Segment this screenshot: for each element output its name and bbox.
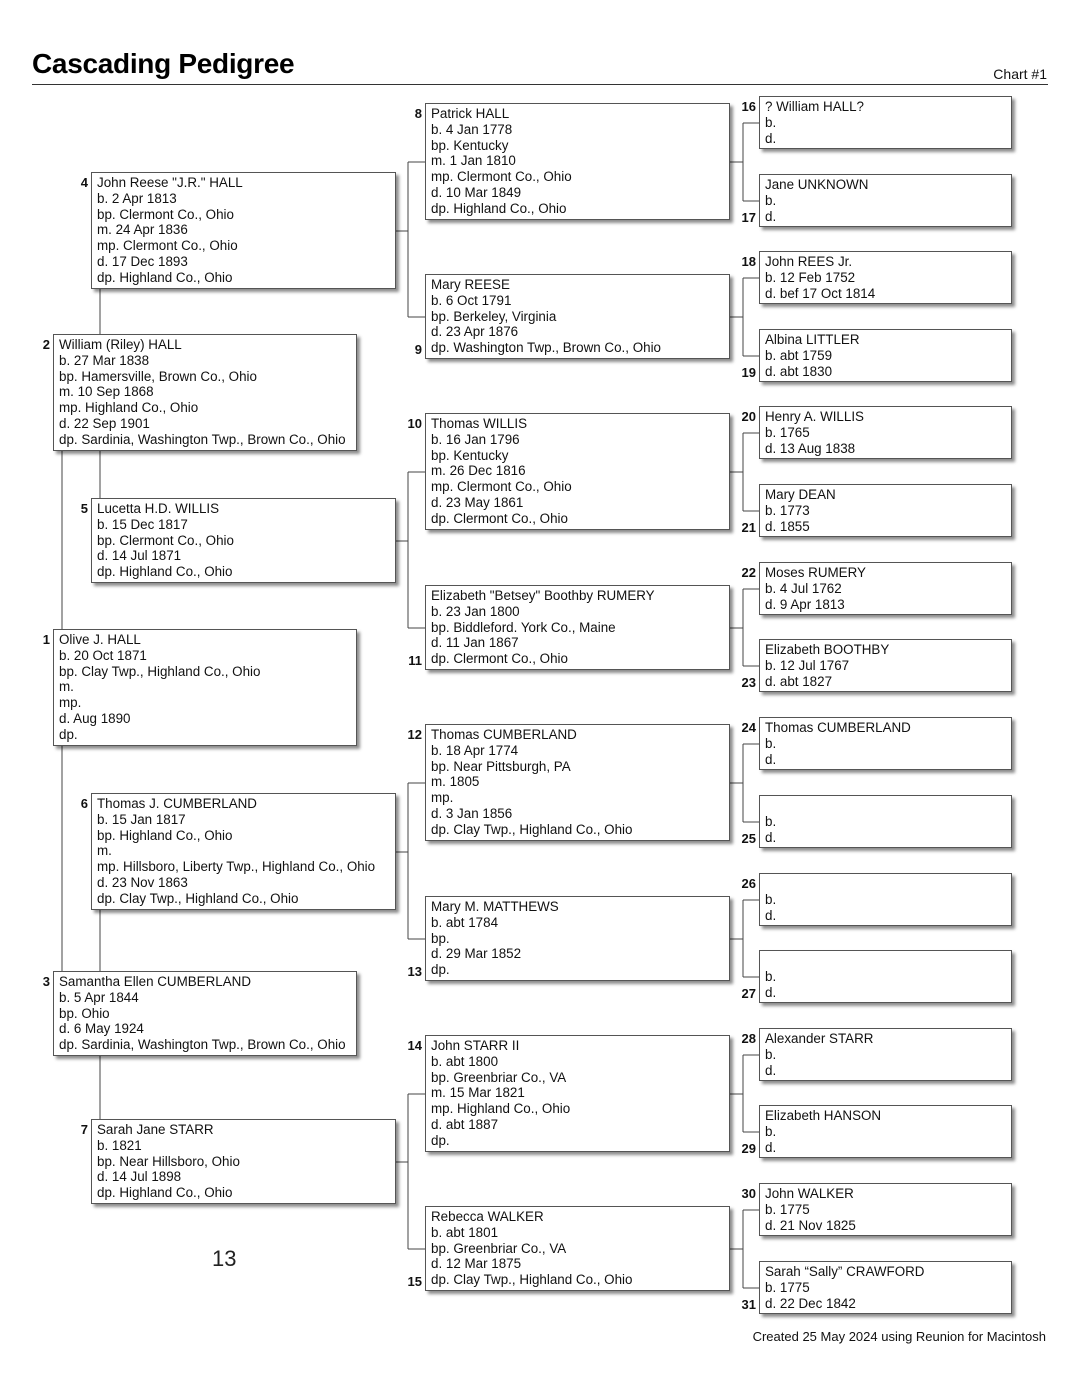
person-name bbox=[765, 876, 1005, 892]
person-fact: d. 23 May 1861 bbox=[431, 494, 524, 510]
person-name: Sarah Jane STARR bbox=[97, 1122, 214, 1137]
person-fact: dp. Sardinia, Washington Twp., Brown Co., Ohio bbox=[59, 1037, 346, 1053]
person-fact: b. 1765 bbox=[765, 424, 810, 440]
person-fact: d. bbox=[765, 208, 777, 224]
person-fact: m. 10 Sep 1868 bbox=[59, 384, 154, 400]
person-name: Mary REESE bbox=[431, 277, 510, 292]
person-box-1[interactable] bbox=[53, 629, 357, 746]
person-fact: b. 18 Apr 1774 bbox=[431, 742, 519, 758]
person-name: Patrick HALL bbox=[431, 106, 510, 121]
person-name: Thomas WILLIS bbox=[431, 416, 527, 431]
person-box-30[interactable] bbox=[759, 1183, 1012, 1236]
ahnentafel-number: 6 bbox=[80, 796, 88, 811]
person-box-19[interactable] bbox=[759, 329, 1012, 382]
person-fact: d. 23 Nov 1863 bbox=[97, 874, 188, 890]
person-name: John REES Jr. bbox=[765, 254, 853, 269]
person-name: Jane UNKNOWN bbox=[765, 177, 869, 192]
person-fact: bp. Greenbriar Co., VA bbox=[431, 1240, 567, 1256]
person-name: Elizabeth "Betsey" Boothby RUMERY bbox=[431, 588, 655, 603]
person-name: Sarah “Sally” CRAWFORD bbox=[765, 1264, 925, 1279]
person-fact: dp. Washington Twp., Brown Co., Ohio bbox=[431, 340, 661, 356]
person-box-23[interactable] bbox=[759, 639, 1012, 692]
person-fact: d. bbox=[765, 751, 777, 767]
person-fact: d. 13 Aug 1838 bbox=[765, 440, 856, 456]
person-fact: b. bbox=[765, 968, 777, 984]
ahnentafel-number: 25 bbox=[741, 831, 756, 846]
person-name: Olive J. HALL bbox=[59, 632, 141, 647]
person-name: Elizabeth BOOTHBY bbox=[765, 642, 890, 657]
person-fact: m. 1805 bbox=[431, 774, 480, 790]
person-fact: d. 17 Dec 1893 bbox=[97, 253, 188, 269]
person-box-21[interactable] bbox=[759, 484, 1012, 537]
person-box-14[interactable] bbox=[425, 1035, 730, 1152]
person-name: John WALKER bbox=[765, 1186, 854, 1201]
page-number: 13 bbox=[212, 1246, 237, 1271]
ahnentafel-number: 20 bbox=[741, 409, 756, 424]
ahnentafel-number: 11 bbox=[408, 653, 422, 668]
person-fact: b. abt 1800 bbox=[431, 1053, 499, 1069]
ahnentafel-number: 8 bbox=[414, 106, 422, 121]
person-fact: b. 1775 bbox=[765, 1279, 810, 1295]
person-name bbox=[765, 953, 1005, 969]
person-name: John STARR II bbox=[431, 1038, 520, 1053]
person-name: Thomas CUMBERLAND bbox=[765, 720, 911, 735]
person-fact: b. 4 Jan 1778 bbox=[431, 121, 513, 137]
person-fact: d. Aug 1890 bbox=[59, 710, 131, 726]
person-fact: b. bbox=[765, 192, 777, 208]
person-box-6[interactable] bbox=[91, 793, 396, 910]
ahnentafel-number: 2 bbox=[42, 337, 50, 352]
ahnentafel-number: 4 bbox=[80, 175, 88, 190]
person-fact: dp. Highland Co., Ohio bbox=[97, 269, 233, 285]
ahnentafel-number: 31 bbox=[741, 1297, 756, 1312]
person-fact: d. 29 Mar 1852 bbox=[431, 946, 522, 962]
person-fact: bp. Hamersville, Brown Co., Ohio bbox=[59, 368, 257, 384]
page-title: Cascading Pedigree bbox=[32, 48, 295, 79]
person-fact: d. abt 1887 bbox=[431, 1116, 499, 1132]
person-fact: d. bbox=[765, 829, 777, 845]
person-fact: mp. Clermont Co., Ohio bbox=[431, 169, 572, 185]
person-fact: mp. Clermont Co., Ohio bbox=[97, 238, 238, 254]
person-fact: bp. Kentucky bbox=[431, 447, 509, 463]
person-fact: m. bbox=[97, 843, 112, 859]
person-fact: bp. Clay Twp., Highland Co., Ohio bbox=[59, 663, 261, 679]
person-box-16[interactable] bbox=[759, 96, 1012, 149]
person-fact: d. 6 May 1924 bbox=[59, 1021, 144, 1037]
person-box-9[interactable] bbox=[425, 274, 730, 359]
person-fact: d. 21 Nov 1825 bbox=[765, 1217, 856, 1233]
person-box-12[interactable] bbox=[425, 724, 730, 841]
person-fact: dp. bbox=[431, 1132, 450, 1148]
person-fact: d. bbox=[765, 984, 777, 1000]
person-box-15[interactable] bbox=[425, 1206, 730, 1291]
ahnentafel-number: 16 bbox=[741, 99, 756, 114]
person-fact: m. bbox=[59, 679, 74, 695]
person-fact: d. 9 Apr 1813 bbox=[765, 596, 845, 612]
person-name: Samantha Ellen CUMBERLAND bbox=[59, 974, 252, 989]
ahnentafel-number: 26 bbox=[741, 876, 756, 891]
ahnentafel-number: 15 bbox=[407, 1274, 422, 1289]
person-fact: b. bbox=[765, 1123, 777, 1139]
ahnentafel-number: 7 bbox=[80, 1122, 88, 1137]
person-fact: bp. Clermont Co., Ohio bbox=[97, 532, 234, 548]
person-fact: d. bbox=[765, 1062, 777, 1078]
person-fact: m. 1 Jan 1810 bbox=[431, 153, 516, 169]
person-fact: dp. Highland Co., Ohio bbox=[431, 200, 567, 216]
person-fact: b. 1775 bbox=[765, 1201, 810, 1217]
person-name: Albina LITTLER bbox=[765, 332, 860, 347]
person-fact: dp. Sardinia, Washington Twp., Brown Co., Ohio bbox=[59, 431, 346, 447]
person-box-24[interactable] bbox=[759, 717, 1012, 770]
ahnentafel-number: 22 bbox=[741, 565, 756, 580]
person-fact: b. 5 Apr 1844 bbox=[59, 989, 139, 1005]
person-name: Rebecca WALKER bbox=[431, 1209, 544, 1224]
person-fact: d. 12 Mar 1875 bbox=[431, 1256, 522, 1272]
ahnentafel-number: 14 bbox=[407, 1038, 422, 1053]
person-fact: b. abt 1759 bbox=[765, 347, 833, 363]
person-fact: b. 6 Oct 1791 bbox=[431, 292, 512, 308]
person-fact: b. bbox=[765, 114, 777, 130]
ahnentafel-number: 17 bbox=[741, 210, 756, 225]
person-fact: bp. Biddleford. York Co., Maine bbox=[431, 619, 616, 635]
person-fact: mp. Highland Co., Ohio bbox=[59, 400, 199, 416]
ahnentafel-number: 18 bbox=[741, 254, 756, 269]
person-fact: dp. bbox=[431, 962, 450, 978]
person-fact: mp. Highland Co., Ohio bbox=[431, 1101, 571, 1117]
person-fact: dp. Clermont Co., Ohio bbox=[431, 510, 568, 526]
person-box-3[interactable] bbox=[53, 971, 357, 1056]
person-fact: b. abt 1784 bbox=[431, 914, 499, 930]
ahnentafel-number: 5 bbox=[80, 501, 88, 516]
person-fact: dp. Clay Twp., Highland Co., Ohio bbox=[97, 890, 299, 906]
person-fact: bp. Berkeley, Virginia bbox=[431, 308, 557, 324]
person-fact: b. bbox=[765, 891, 777, 907]
person-fact: b. bbox=[765, 1046, 777, 1062]
person-fact: mp. bbox=[59, 695, 82, 711]
person-fact: b. 23 Jan 1800 bbox=[431, 603, 520, 619]
person-name: Lucetta H.D. WILLIS bbox=[97, 501, 220, 516]
person-fact: dp. Clay Twp., Highland Co., Ohio bbox=[431, 1272, 633, 1288]
person-fact: bp. Ohio bbox=[59, 1005, 110, 1021]
ahnentafel-number: 27 bbox=[741, 986, 756, 1001]
person-fact: dp. Clay Twp., Highland Co., Ohio bbox=[431, 821, 633, 837]
person-name: Mary M. MATTHEWS bbox=[431, 899, 559, 914]
person-fact: b. 15 Jan 1817 bbox=[97, 811, 186, 827]
person-fact: m. 24 Apr 1836 bbox=[97, 222, 188, 238]
person-fact: b. bbox=[765, 813, 777, 829]
person-fact: bp. bbox=[431, 930, 450, 946]
person-fact: d. 22 Sep 1901 bbox=[59, 415, 150, 431]
person-fact: m. 15 Mar 1821 bbox=[431, 1085, 525, 1101]
person-box-27[interactable] bbox=[759, 950, 1012, 1003]
person-fact: b. 12 Jul 1767 bbox=[765, 657, 850, 673]
ahnentafel-number: 29 bbox=[741, 1141, 756, 1156]
person-fact: d. 14 Jul 1898 bbox=[97, 1169, 182, 1185]
person-fact: b. 16 Jan 1796 bbox=[431, 431, 520, 447]
ahnentafel-number: 13 bbox=[407, 964, 422, 979]
person-box-13[interactable] bbox=[425, 896, 730, 981]
person-fact: mp. bbox=[431, 790, 454, 806]
person-name: Elizabeth HANSON bbox=[765, 1108, 882, 1123]
ahnentafel-number: 19 bbox=[741, 365, 756, 380]
person-fact: dp. bbox=[59, 726, 78, 742]
person-fact: d. 3 Jan 1856 bbox=[431, 805, 513, 821]
person-name: Thomas CUMBERLAND bbox=[431, 727, 577, 742]
ahnentafel-number: 9 bbox=[414, 342, 422, 357]
person-fact: d. bef 17 Oct 1814 bbox=[765, 285, 876, 301]
person-fact: b. 1821 bbox=[97, 1137, 142, 1153]
person-fact: d. abt 1827 bbox=[765, 673, 833, 689]
person-fact: bp. Near Pittsburgh, PA bbox=[431, 758, 571, 774]
ahnentafel-number: 12 bbox=[407, 727, 422, 742]
person-fact: d. bbox=[765, 130, 777, 146]
ahnentafel-number: 28 bbox=[741, 1031, 756, 1046]
person-fact: m. 26 Dec 1816 bbox=[431, 463, 526, 479]
chart-number: Chart #1 bbox=[993, 66, 1047, 82]
person-box-26[interactable] bbox=[759, 873, 1012, 926]
person-fact: bp. Kentucky bbox=[431, 137, 509, 153]
person-fact: d. 11 Jan 1867 bbox=[431, 635, 519, 651]
person-fact: bp. Highland Co., Ohio bbox=[97, 827, 233, 843]
person-box-5[interactable] bbox=[91, 498, 396, 583]
person-fact: mp. Hillsboro, Liberty Twp., Highland Co., Ohio bbox=[97, 859, 376, 875]
person-fact: d. 14 Jul 1871 bbox=[97, 548, 182, 564]
person-box-20[interactable] bbox=[759, 406, 1012, 459]
person-fact: b. abt 1801 bbox=[431, 1224, 499, 1240]
person-name: Henry A. WILLIS bbox=[765, 409, 864, 424]
person-fact: dp. Highland Co., Ohio bbox=[97, 1185, 233, 1201]
person-name bbox=[765, 798, 1005, 814]
person-fact: d. bbox=[765, 907, 777, 923]
person-fact: b. 12 Feb 1752 bbox=[765, 269, 856, 285]
person-box-22[interactable] bbox=[759, 562, 1012, 615]
person-fact: b. 27 Mar 1838 bbox=[59, 352, 150, 368]
footer-credit: Created 25 May 2024 using Reunion for Macintosh bbox=[752, 1329, 1046, 1344]
person-name: William (Riley) HALL bbox=[59, 337, 182, 352]
person-box-25[interactable] bbox=[759, 795, 1012, 848]
person-box-28[interactable] bbox=[759, 1028, 1012, 1081]
ahnentafel-number: 21 bbox=[741, 520, 756, 535]
person-name: Moses RUMERY bbox=[765, 565, 866, 580]
person-fact: b. 4 Jul 1762 bbox=[765, 580, 842, 596]
person-box-7[interactable] bbox=[91, 1119, 396, 1204]
person-name: ? William HALL? bbox=[765, 99, 864, 114]
person-fact: d. 1855 bbox=[765, 518, 810, 534]
ahnentafel-number: 30 bbox=[741, 1186, 756, 1201]
person-box-31[interactable] bbox=[759, 1261, 1012, 1314]
person-fact: dp. Highland Co., Ohio bbox=[97, 564, 233, 580]
person-fact: d. 10 Mar 1849 bbox=[431, 184, 522, 200]
person-box-4[interactable] bbox=[91, 172, 396, 289]
person-fact: b. bbox=[765, 735, 777, 751]
ahnentafel-number: 1 bbox=[42, 632, 50, 647]
person-fact: mp. Clermont Co., Ohio bbox=[431, 479, 572, 495]
person-name: Mary DEAN bbox=[765, 487, 836, 502]
person-fact: b. 2 Apr 1813 bbox=[97, 190, 177, 206]
person-fact: d. bbox=[765, 1139, 777, 1155]
person-box-2[interactable] bbox=[53, 334, 357, 451]
person-name: John Reese "J.R." HALL bbox=[97, 175, 243, 190]
person-fact: d. 22 Dec 1842 bbox=[765, 1295, 856, 1311]
person-box-11[interactable] bbox=[425, 585, 730, 670]
person-fact: bp. Greenbriar Co., VA bbox=[431, 1069, 567, 1085]
person-fact: bp. Clermont Co., Ohio bbox=[97, 206, 234, 222]
person-box-29[interactable] bbox=[759, 1105, 1012, 1158]
person-name: Alexander STARR bbox=[765, 1031, 874, 1046]
person-fact: dp. Clermont Co., Ohio bbox=[431, 651, 568, 667]
person-box-18[interactable] bbox=[759, 251, 1012, 304]
ahnentafel-number: 24 bbox=[741, 720, 756, 735]
person-fact: bp. Near Hillsboro, Ohio bbox=[97, 1153, 240, 1169]
person-fact: d. 23 Apr 1876 bbox=[431, 324, 519, 340]
person-fact: b. 1773 bbox=[765, 502, 810, 518]
person-fact: d. abt 1830 bbox=[765, 363, 833, 379]
person-box-10[interactable] bbox=[425, 413, 730, 530]
ahnentafel-number: 10 bbox=[407, 416, 422, 431]
person-name: Thomas J. CUMBERLAND bbox=[97, 796, 257, 811]
person-fact: b. 15 Dec 1817 bbox=[97, 516, 188, 532]
person-fact: b. 20 Oct 1871 bbox=[59, 647, 147, 663]
ahnentafel-number: 3 bbox=[42, 974, 50, 989]
person-box-17[interactable] bbox=[759, 174, 1012, 227]
ahnentafel-number: 23 bbox=[741, 675, 756, 690]
person-box-8[interactable] bbox=[425, 103, 730, 220]
